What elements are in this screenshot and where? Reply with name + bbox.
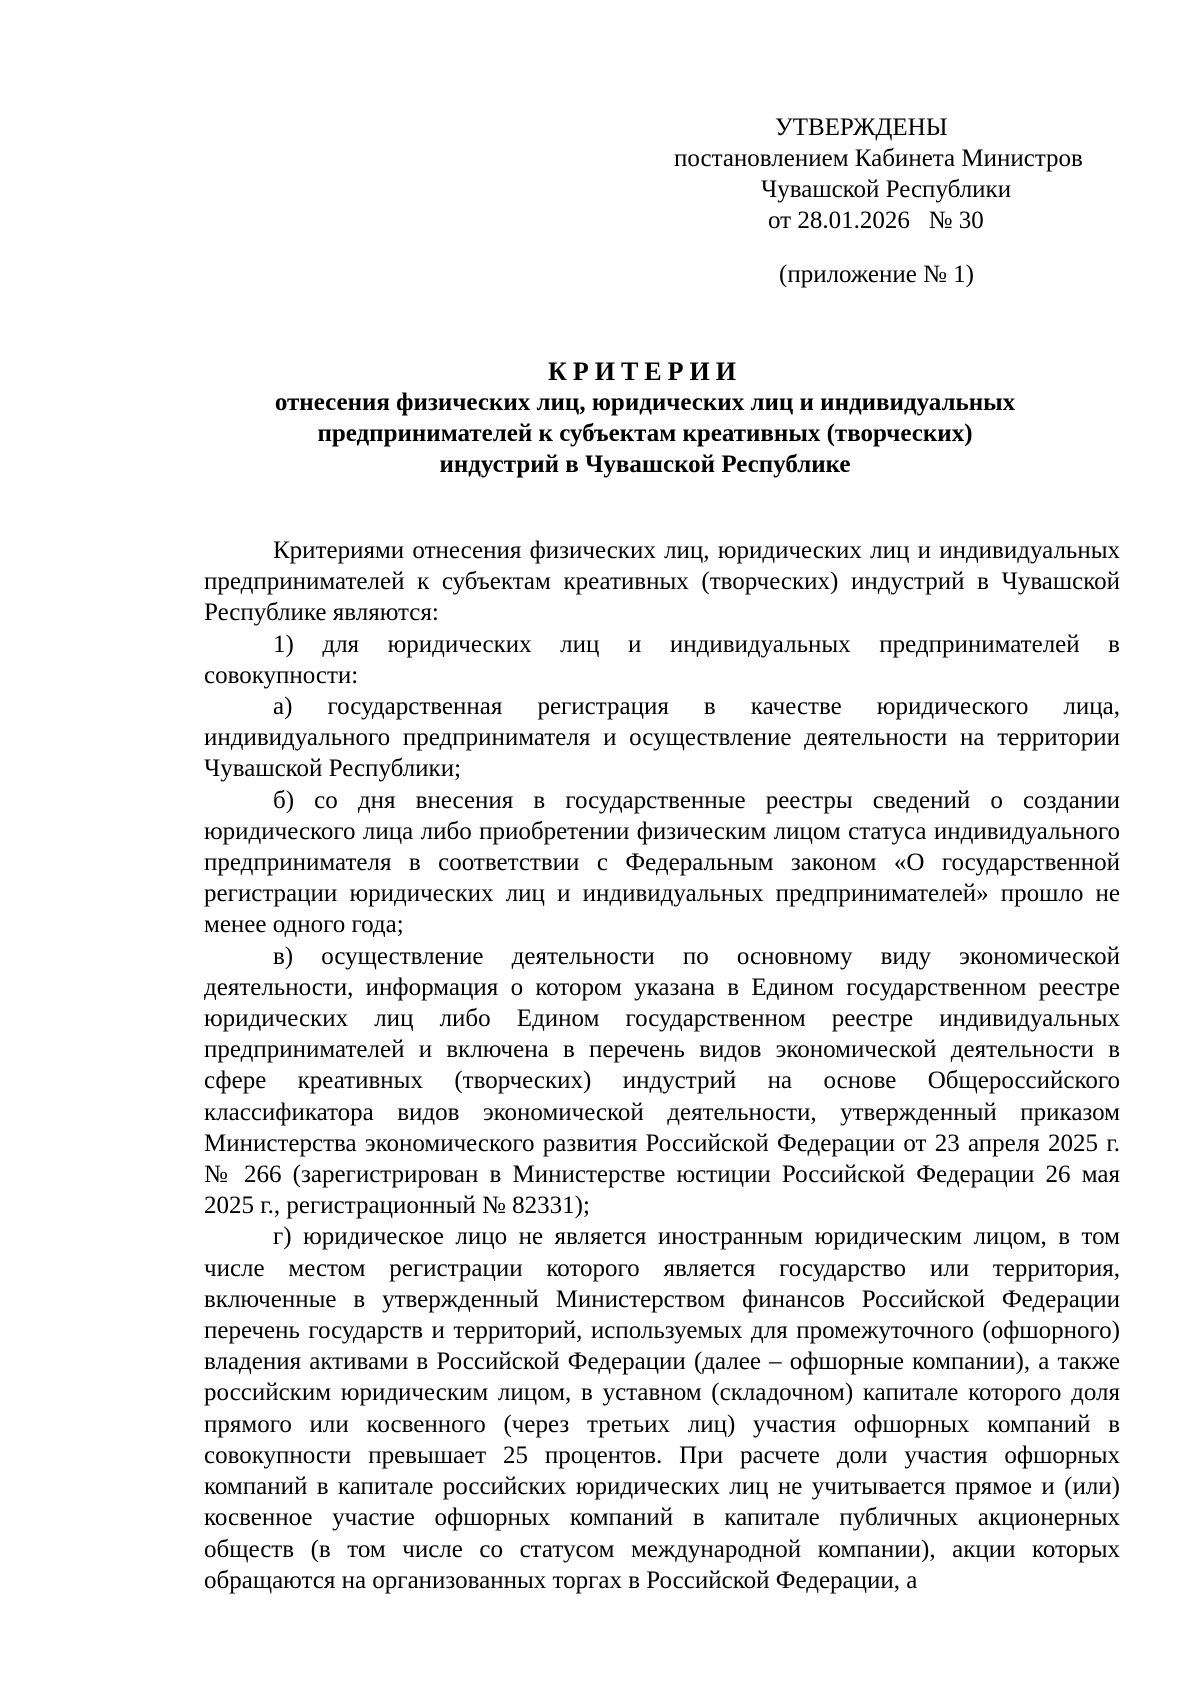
approval-status: УТВЕРЖДЕНЫ xyxy=(775,114,948,141)
body-paragraph-intro: Критериями отнесения физических лиц, юридических лиц и индивидуальных предпринимателей к субъектам креативных (творческих) индустрий в Чувашской Республике являются: xyxy=(204,537,1120,627)
title-subtitle-line2: предпринимателей к субъектам креативных (творческих) xyxy=(317,420,973,447)
document-body xyxy=(204,535,1120,1596)
approval-date-number: от 28.01.2026 № 30 xyxy=(768,207,984,234)
title-heading: КРИТЕРИИ xyxy=(548,357,742,386)
document-title xyxy=(186,356,1104,480)
body-paragraph-item-1: 1) для юридических лиц и индивидуальных предпринимателей в совокупности: xyxy=(204,630,1120,689)
title-subtitle-line3: индустрий в Чувашской Республике xyxy=(439,451,851,478)
annex-label: (приложение № 1) xyxy=(779,261,975,288)
approval-stamp-block xyxy=(640,112,1100,290)
body-paragraph-item-v: в) осуществление деятельности по основному виду экономической деятельности, информация о котором указана в Едином государственном реестре юридических лиц либо Едином государственном реестре индивидуальных предпринимателей и включена в перечень видов экономической деятельности в сфере креативных (творческих) индустрий на основе Общероссийского классификатора видов экономической деятельности, утвержденный приказом Министерства экономического развития Российской Федерации от 23 апреля 2025 г. № 266 (зарегистрирован в Министерстве юстиции Российской Федерации 26 мая 2025 г., регистрационный № 82331); xyxy=(204,942,1120,1220)
body-paragraph-item-g: г) юридическое лицо не является иностранным юридическим лицом, в том числе местом регистрации которого является государство или территория, включенные в утвержденный Министерством финансов Российской Федерации перечень государств и территорий, используемых для промежуточного (офшорного) владения активами в Российской Федерации (далее – офшорные компании), а также российским юридическим лицом, в уставном (складочном) капитале которого доля прямого или косвенного (через третьих лиц) участия офшорных компаний в совокупности превышает 25 процентов. При расчете доли участия офшорных компаний в капитале российских юридических лиц не учитывается прямое и (или) косвенное участие офшорных компаний в капитале публичных акционерных обществ (в том числе со статусом международной компании), акции которых обращаются на организованных торгах в Российской Федерации, а xyxy=(204,1223,1120,1594)
body-paragraph-item-a: а) государственная регистрация в качестве юридического лица, индивидуального предпринимателя и осуществление деятельности на территории Чувашской Республики; xyxy=(204,693,1120,783)
approval-issuer-line1: постановлением Кабинета Министров xyxy=(674,145,1083,172)
body-paragraph-item-b: б) со дня внесения в государственные реестры сведений о создании юридического лица либо приобретении физическим лицом статуса индивидуального предпринимателя в соответствии с Федеральным законом «О государственной регистрации юридических лиц и индивидуальных предпринимателей» прошло не менее одного года; xyxy=(204,786,1120,939)
approval-issuer-line2: Чувашской Республики xyxy=(761,176,1012,203)
title-subtitle-line1: отнесения физических лиц, юридических лиц и индивидуальных xyxy=(274,389,1016,416)
